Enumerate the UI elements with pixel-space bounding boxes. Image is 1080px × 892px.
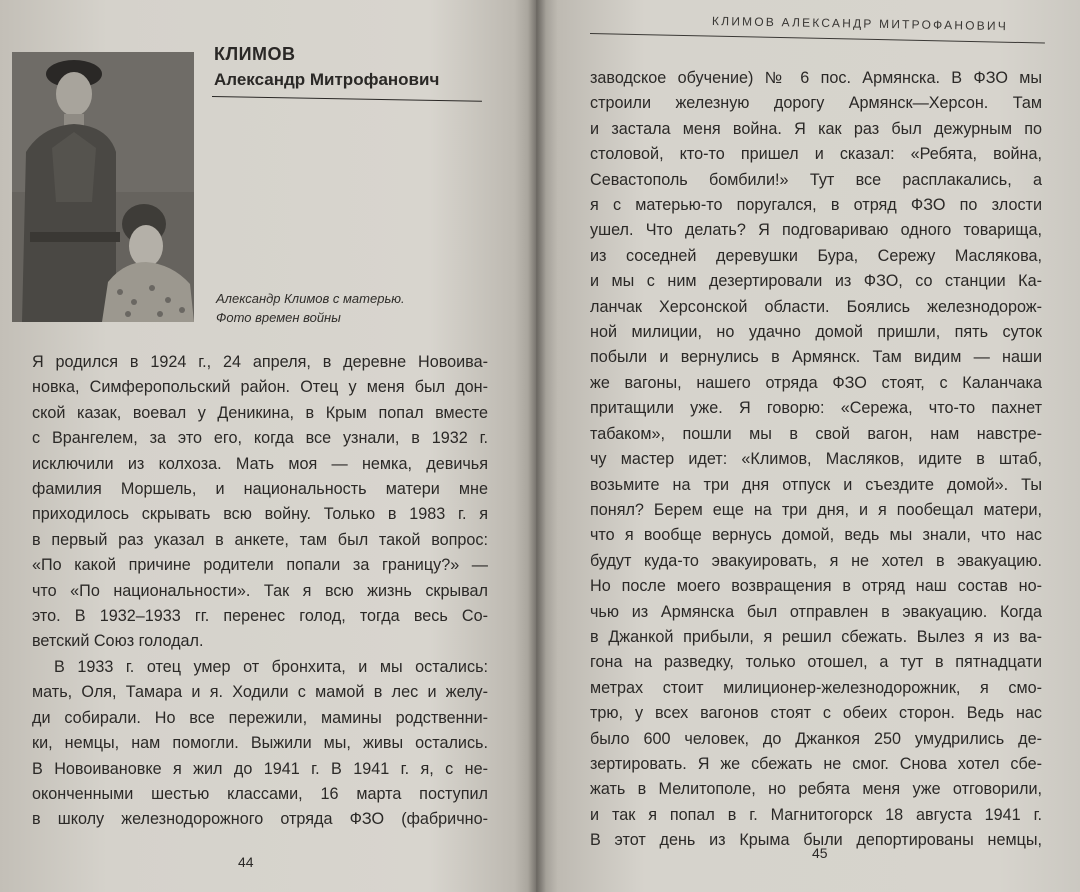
- text-line: фамилия Моршель, и национальность матери мне: [32, 480, 488, 499]
- photo-caption: [216, 289, 496, 327]
- text-line: я с матерью-то поругался, в отряд ФЗО по злости: [590, 196, 1042, 215]
- text-line: и так я попал в г. Магнитогорск 18 августа 1941 г.: [590, 805, 1042, 824]
- text-line: что я вообще вернусь домой, ведь мы знали, что нас: [590, 526, 1042, 545]
- left-body-text: [32, 350, 488, 833]
- text-line: приходилось скрывать всю войну. Только в 1983 г. я: [32, 505, 488, 524]
- text-line: зертировать. Я же сбежать не смог. Снова хотел сбе-: [590, 754, 1042, 773]
- text-line: ской казак, воевал у Деникина, в Крым попал вместе: [32, 403, 488, 422]
- text-line: побыли и вернулись в Армянск. Там видим — наши: [590, 348, 1042, 367]
- text-line: возьмите на три дня отпуск и съездите домой». Ты: [590, 475, 1042, 494]
- text-line: это. В 1932–1933 гг. перенес голод, тогда весь Со-: [32, 607, 488, 626]
- text-line: жать в Мелитополе, но ребята меня уже отговорили,: [590, 780, 1042, 799]
- text-line: В Новоивановке я жил до 1941 г. В 1941 г. я, с не-: [32, 759, 488, 778]
- text-line: ной милиции, но удачно домой пришли, пять суток: [590, 323, 1042, 342]
- text-line: исключили из колхоза. Мать моя — немка, девичья: [32, 454, 488, 473]
- text-line: В этот день из Крыма были депортированы немцы,: [590, 831, 1042, 850]
- text-line: в первый раз указал в анкете, там был такой вопрос:: [32, 530, 488, 549]
- text-line: метрах стоит милиционер-железнодорожник, я смо-: [590, 678, 1042, 697]
- text-line: строили железную дорогу Армянск—Херсон. Там: [590, 94, 1042, 113]
- text-line: столовой, кто-то пришел и сказал: «Ребята, война,: [590, 145, 1042, 164]
- text-line: в Джанкой прибыли, я решил сбежать. Вылез я из ва-: [590, 627, 1042, 646]
- text-line: чу мастер идет: «Климов, Масляков, идите в штаб,: [590, 450, 1042, 469]
- text-line: Севастополь бомбили!» Тут все расплакались, а: [590, 170, 1042, 189]
- text-line: и мы с ним дезертировали из ФЗО, со станции Ка-: [590, 272, 1042, 291]
- text-line: ки, немцы, нам помогли. Выжили мы, живы остались.: [32, 734, 488, 753]
- portrait-photo: [12, 52, 194, 322]
- text-line: «По какой причине родители попали за границу?» —: [32, 556, 488, 575]
- caption-line: Фото времен войны: [216, 310, 341, 325]
- text-line: В 1933 г. отец умер от бронхита, и мы остались:: [54, 657, 488, 676]
- right-body-text: [590, 66, 1042, 854]
- text-line: понял? Берем еще на три дня, и я пообещал матери,: [590, 500, 1042, 519]
- text-line: было 600 человек, до Джанкоя 250 умудрились де-: [590, 729, 1042, 748]
- text-line: притащили уже. Я говорю: «Сережа, что-то пахнет: [590, 399, 1042, 418]
- book-gutter: [528, 0, 546, 892]
- text-line: из соседней деревушки Бура, Сережу Маслякова,: [590, 246, 1042, 265]
- text-line: мать, Оля, Тамара и я. Ходили с мамой в лес и желу-: [32, 683, 488, 702]
- text-line: заводское обучение) № 6 пос. Армянска. В ФЗО мы: [590, 69, 1042, 87]
- text-line: Но после моего возвращения в отряд наш состав но-: [590, 577, 1042, 596]
- text-line: будут куда-то эвакуировать, я не хотел в эвакуацию.: [590, 551, 1042, 570]
- page-number-right: 45: [812, 845, 828, 861]
- text-line: чью из Армянска был отправлен в эвакуацию. Когда: [590, 602, 1042, 621]
- photo-illustration: [12, 52, 194, 322]
- title-full-name: Александр Митрофанович: [214, 70, 440, 89]
- text-line: ветский Союз голодал.: [32, 632, 204, 651]
- caption-line: Александр Климов с матерью.: [216, 291, 405, 306]
- title-surname: КЛИМОВ: [214, 44, 296, 64]
- text-line: в школу железнодорожного отряда ФЗО (фабрично-: [32, 810, 488, 829]
- text-line: Я родился в 1924 г., 24 апреля, в деревне Новоива-: [32, 353, 488, 371]
- running-head: КЛИМОВ АЛЕКСАНДР МИТРОФАНОВИЧ: [711, 14, 1009, 34]
- text-line: ди собирали. Но все пережили, мамины родственни-: [32, 708, 488, 727]
- text-line: что «По национальности». Так я всю жизнь скрывал: [32, 581, 488, 600]
- text-line: ушел. Что делать? Я подговариваю одного товарища,: [590, 221, 1042, 240]
- text-line: гона на разведку, только отошел, а тут в пятнадцати: [590, 653, 1042, 672]
- text-line: табаком», пошли мы в свой вагон, нам навстре-: [590, 424, 1042, 443]
- text-line: новка, Симферопольский район. Отец у меня был дон-: [32, 378, 488, 397]
- text-line: и застала меня война. Я как раз был дежурным по: [590, 119, 1042, 138]
- text-line: ланчак Херсонской области. Боялись железнодорож-: [590, 297, 1042, 316]
- text-line: оконченными шестью классами, 16 марта поступил: [32, 784, 488, 803]
- left-page: [0, 0, 536, 892]
- text-line: трю, у всех вагонов стоят с обеих сторон. Ведь нас: [590, 704, 1042, 723]
- text-line: же вагоны, нашего отряда ФЗО стоят, с Каланчака: [590, 373, 1042, 392]
- text-line: с Врангелем, за это его, когда все узнали, в 1932 г.: [32, 429, 488, 448]
- page-number-left: 44: [238, 854, 254, 870]
- title-underline: [212, 96, 482, 102]
